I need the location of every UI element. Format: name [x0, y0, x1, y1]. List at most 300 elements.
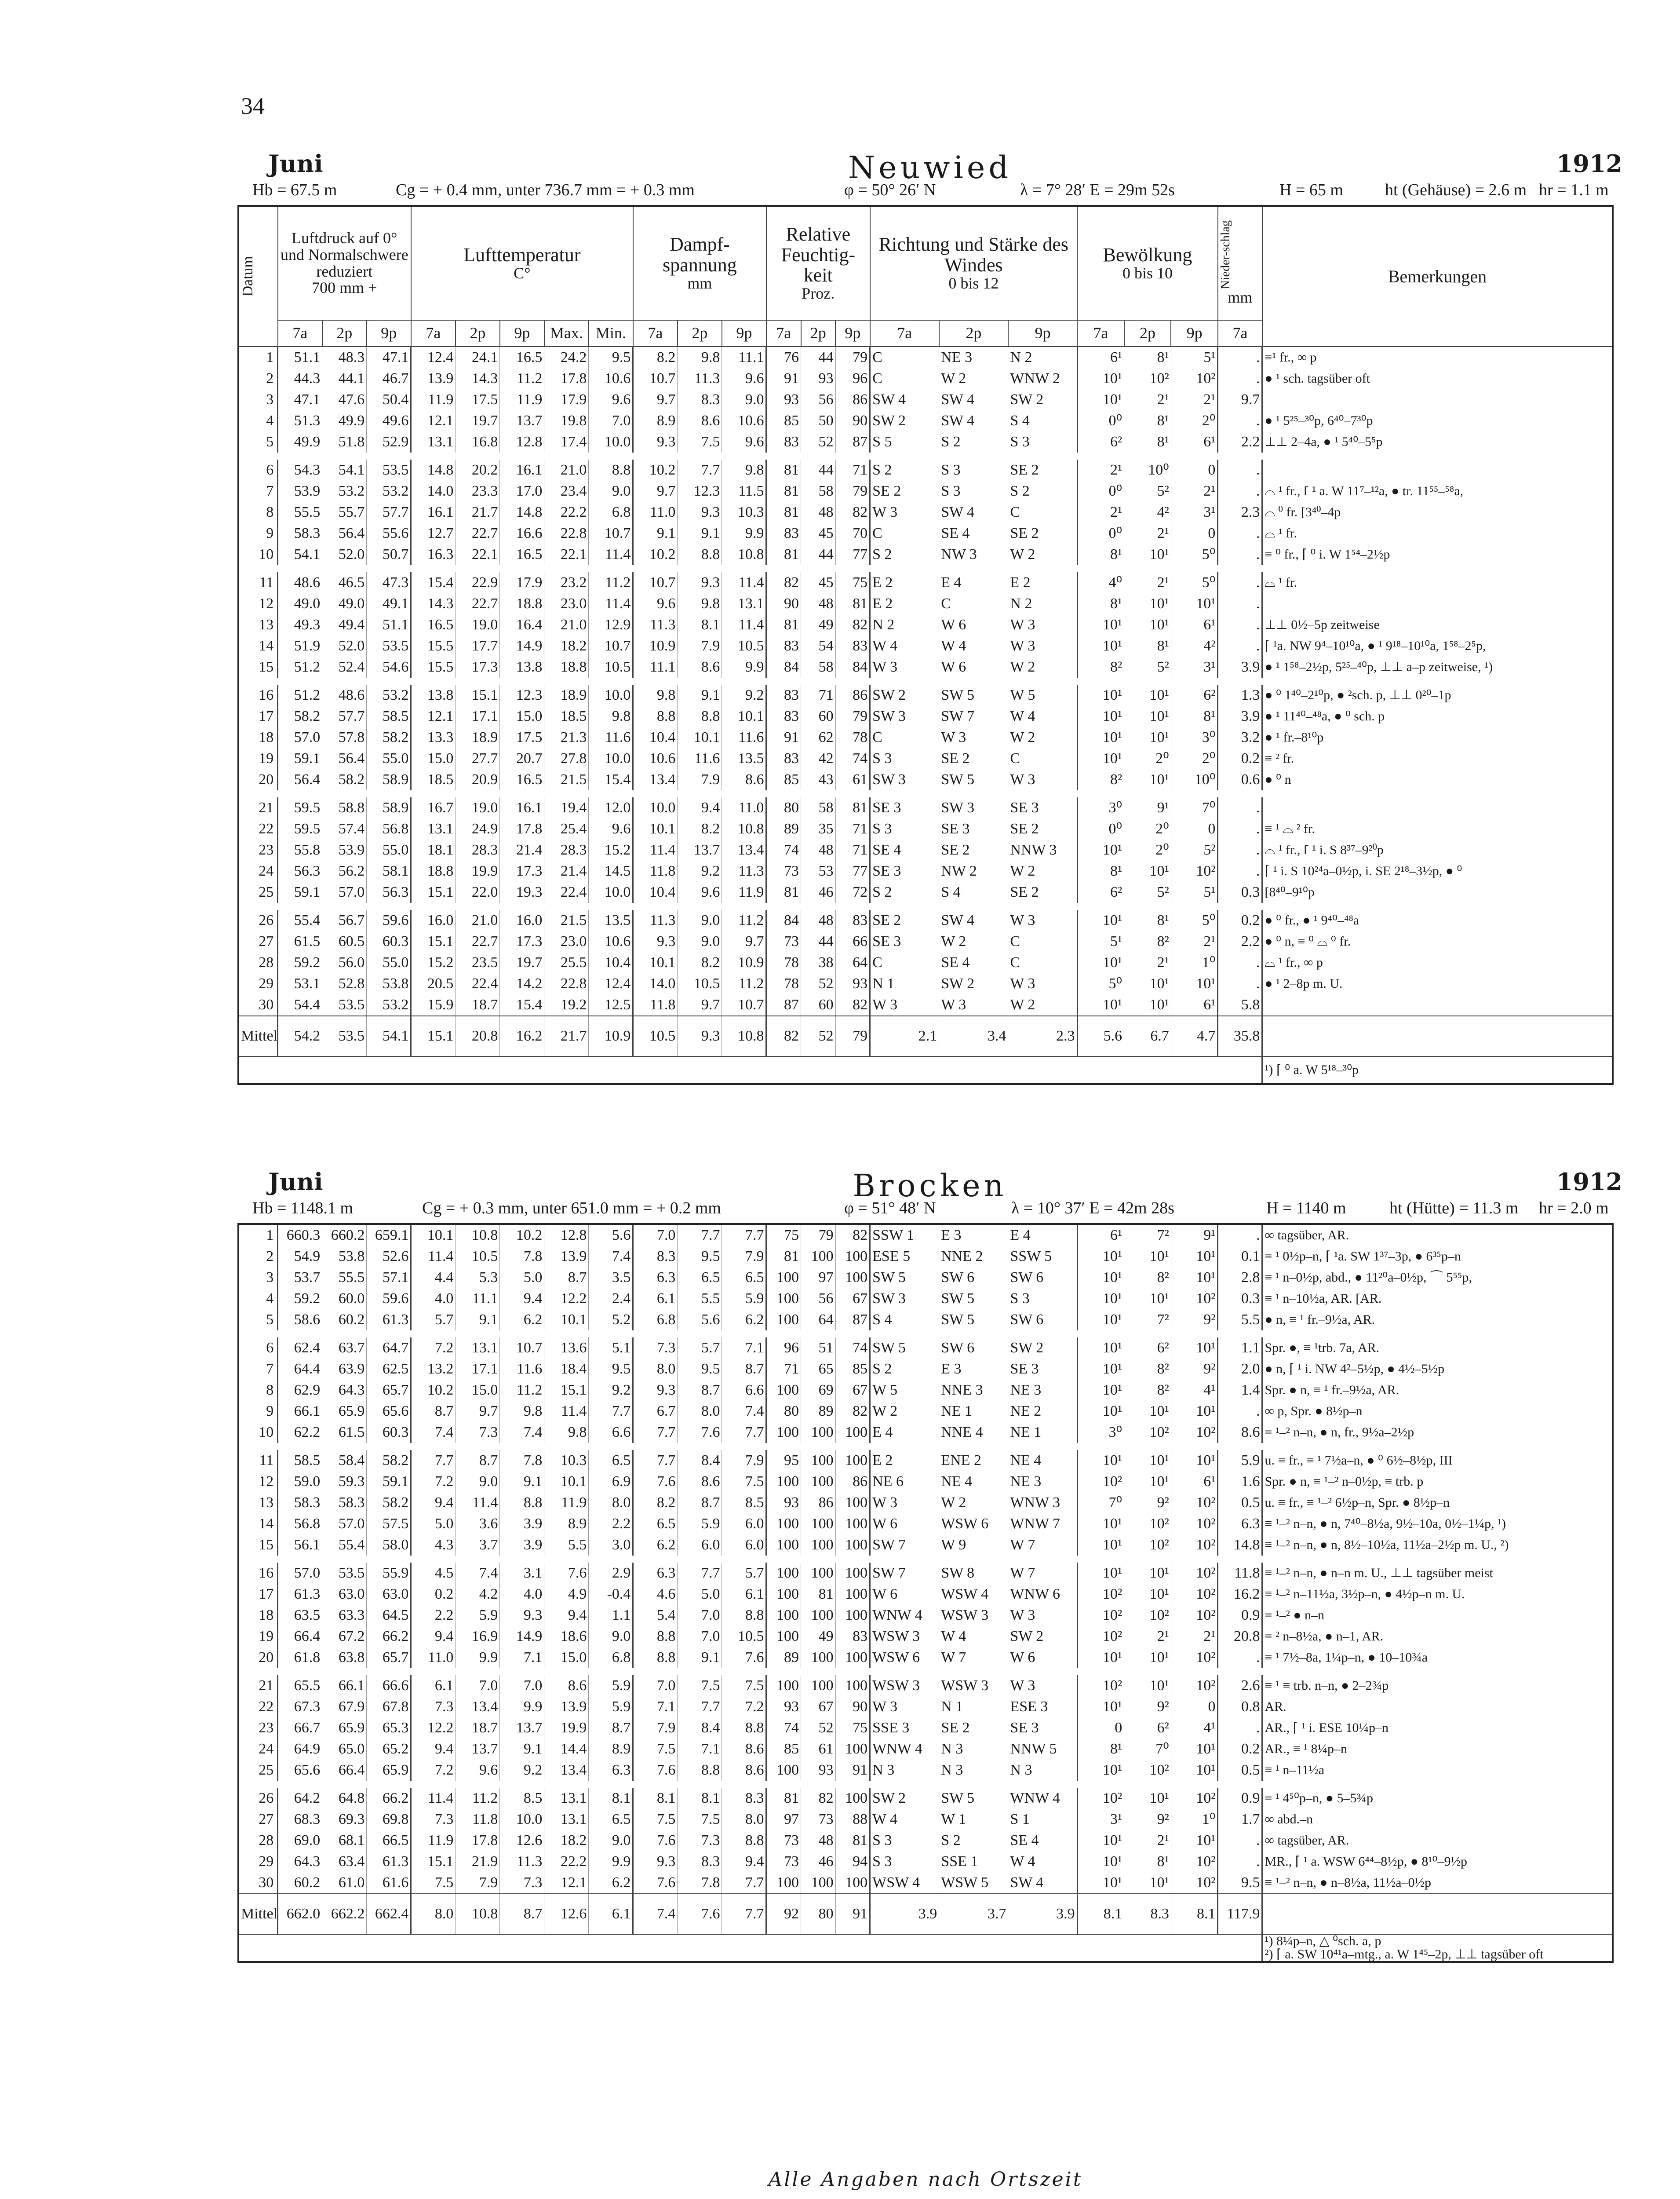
- table-cell: 18.2: [544, 1830, 589, 1851]
- table-row: [238, 706, 1613, 727]
- table-cell: 10¹: [1124, 727, 1171, 748]
- table-cell: W 3: [939, 727, 1008, 748]
- table-cell: 12.8: [500, 431, 544, 453]
- table-cell: C: [870, 368, 939, 389]
- table-cell: 11.4: [411, 1246, 456, 1267]
- table-cell: 10¹: [1171, 1830, 1218, 1851]
- table-cell: 15.4: [589, 769, 633, 790]
- table-cell: 3.6: [456, 1513, 500, 1534]
- table-cell: 8¹: [1124, 410, 1171, 431]
- table-cell: 55.4: [278, 910, 322, 931]
- table-cell: 22.7: [456, 931, 500, 952]
- table-cell: 22.8: [544, 973, 589, 994]
- table-cell: 3.0: [589, 1534, 633, 1556]
- table-cell: 7.6: [633, 1830, 678, 1851]
- table-cell: ≡ ² fr.: [1262, 748, 1613, 769]
- table-cell: .: [1218, 1851, 1262, 1872]
- table-cell: 53.2: [367, 481, 411, 502]
- table-cell: 13.5: [589, 910, 633, 931]
- table-cell: 10¹: [1077, 1337, 1124, 1359]
- table-cell: 5.1: [589, 1337, 633, 1359]
- table-cell: 8.8: [722, 1605, 766, 1626]
- table-cell: 20: [238, 1647, 278, 1668]
- table-cell: W 2: [870, 1401, 939, 1422]
- table-cell: 13.1: [411, 431, 456, 453]
- table-cell: 7.9: [678, 769, 722, 790]
- table-cell: ● ⁰ n, ≡ ⁰ ⌓ ⁰ fr.: [1262, 931, 1613, 952]
- table-cell: NNW 3: [1008, 840, 1077, 861]
- table-cell: 660.3: [278, 1224, 322, 1246]
- mean-cell: 10.8: [722, 1016, 766, 1056]
- table-cell: WNW 4: [870, 1739, 939, 1760]
- table-cell: 10¹: [1077, 1830, 1124, 1851]
- table-cell: 0.6: [1218, 769, 1262, 790]
- table-cell: 53.2: [322, 481, 367, 502]
- table-cell: 10²: [1124, 368, 1171, 389]
- table-cell: 58.9: [367, 797, 411, 818]
- table-cell: 45: [801, 523, 836, 544]
- table-cell: 10.7: [500, 1337, 544, 1359]
- table-cell: 8.6: [544, 1675, 589, 1696]
- table-cell: 11.4: [633, 840, 678, 861]
- table-row: [238, 1380, 1613, 1401]
- table-cell: 54.9: [278, 1246, 322, 1267]
- table-row: [238, 685, 1613, 706]
- table-cell: 54.1: [278, 544, 322, 565]
- table-cell: 10²: [1077, 1605, 1124, 1626]
- table-cell: .: [1218, 347, 1262, 368]
- table-cell: SE 2: [939, 840, 1008, 861]
- table-cell: 20: [238, 769, 278, 790]
- table-cell: C: [939, 593, 1008, 614]
- head-2p: 2p: [1124, 320, 1171, 347]
- table-cell: 52.6: [367, 1246, 411, 1267]
- table-cell: 62.5: [367, 1359, 411, 1380]
- table-cell: 9.9: [456, 1647, 500, 1668]
- table-cell: 14.2: [500, 973, 544, 994]
- table-cell: 13.8: [500, 657, 544, 678]
- table-cell: S 2: [870, 460, 939, 481]
- neuwied-meta-h: H = 65 m: [1279, 181, 1343, 199]
- table-cell: 0.8: [1218, 1696, 1262, 1717]
- table-row: [238, 410, 1613, 431]
- table-cell: 59.5: [278, 797, 322, 818]
- mean-cell: 54.1: [367, 1016, 411, 1056]
- table-cell: 11.2: [456, 1788, 500, 1809]
- table-cell: 23.5: [456, 952, 500, 973]
- table-cell: 65.7: [367, 1380, 411, 1401]
- table-cell: 42: [801, 748, 836, 769]
- table-cell: 7.0: [678, 1626, 722, 1647]
- table-cell: 7.1: [678, 1739, 722, 1760]
- table-cell: 5.9: [589, 1675, 633, 1696]
- table-cell: 51.1: [367, 614, 411, 636]
- table-row: [238, 1626, 1613, 1647]
- table-cell: 2¹: [1124, 952, 1171, 973]
- table-cell: 100: [835, 1513, 870, 1534]
- table-cell: 27.8: [544, 748, 589, 769]
- table-cell: SW 4: [939, 910, 1008, 931]
- table-cell: 100: [801, 1647, 836, 1668]
- table-cell: 9.0: [722, 389, 766, 410]
- table-cell: 57.4: [322, 818, 367, 840]
- table-cell: 8.7: [456, 1450, 500, 1471]
- head-9p: 9p: [722, 320, 766, 347]
- table-cell: 29: [238, 1851, 278, 1872]
- table-cell: 5.5: [1218, 1309, 1262, 1330]
- table-cell: SW 4: [870, 389, 939, 410]
- table-cell: ≡ ¹–² ● n–n: [1262, 1605, 1613, 1626]
- table-cell: 6.3: [633, 1563, 678, 1584]
- table-cell: 11.4: [456, 1492, 500, 1513]
- table-cell: 13: [238, 614, 278, 636]
- table-cell: 13.2: [411, 1359, 456, 1380]
- table-row: [238, 1851, 1613, 1872]
- table-cell: 12.4: [411, 347, 456, 368]
- table-cell: SW 6: [939, 1337, 1008, 1359]
- table-cell: 9¹: [1171, 1224, 1218, 1246]
- table-cell: 2⁰: [1171, 410, 1218, 431]
- table-cell: 13.9: [544, 1246, 589, 1267]
- table-row: [238, 1760, 1613, 1781]
- table-cell: 78: [766, 952, 801, 973]
- table-cell: 8¹: [1124, 910, 1171, 931]
- table-cell: 10.5: [589, 657, 633, 678]
- table-cell: E 2: [870, 1450, 939, 1471]
- table-cell: 1.7: [1218, 1809, 1262, 1830]
- table-cell: 15.1: [411, 882, 456, 903]
- table-cell: 9.2: [678, 861, 722, 882]
- table-cell: 65.5: [278, 1675, 322, 1696]
- table-cell: 66.7: [278, 1717, 322, 1739]
- table-cell: 9.8: [678, 593, 722, 614]
- table-cell: 2.4: [589, 1288, 633, 1309]
- table-cell: 8.8: [678, 1760, 722, 1781]
- table-cell: 81: [835, 797, 870, 818]
- table-cell: 67.9: [322, 1696, 367, 1717]
- table-cell: 7.7: [722, 1422, 766, 1443]
- table-cell: NNE 4: [939, 1422, 1008, 1443]
- table-cell: 66.4: [322, 1760, 367, 1781]
- table-cell: 19.3: [500, 882, 544, 903]
- mean-cell: 6.1: [589, 1894, 633, 1934]
- table-cell: E 4: [939, 572, 1008, 593]
- table-cell: 25.4: [544, 818, 589, 840]
- table-cell: 6.3: [633, 1267, 678, 1288]
- table-cell: C: [870, 952, 939, 973]
- table-cell: ● ⁰ 1⁴⁰–2¹⁰p, ● ²sch. p, ⊥⊥ 0²⁰–1p: [1262, 685, 1613, 706]
- table-cell: 58.3: [278, 523, 322, 544]
- table-cell: 100: [835, 1605, 870, 1626]
- table-cell: 47.1: [367, 347, 411, 368]
- table-cell: 9¹: [1124, 797, 1171, 818]
- table-cell: N 2: [870, 614, 939, 636]
- table-cell: 2¹: [1124, 1626, 1171, 1647]
- mean-cell: 16.2: [500, 1016, 544, 1056]
- table-cell: 10⁰: [1124, 460, 1171, 481]
- table-cell: 21: [238, 797, 278, 818]
- table-cell: 16.0: [411, 910, 456, 931]
- table-cell: 17.5: [456, 389, 500, 410]
- table-cell: 10.3: [722, 502, 766, 523]
- table-cell: 7.1: [500, 1647, 544, 1668]
- table-cell: SW 2: [870, 685, 939, 706]
- table-cell: 21.9: [456, 1851, 500, 1872]
- table-cell: 64: [835, 952, 870, 973]
- table-cell: 10¹: [1124, 1471, 1171, 1492]
- table-cell: 51.2: [278, 657, 322, 678]
- table-cell: 67: [835, 1288, 870, 1309]
- table-cell: 10¹: [1077, 1267, 1124, 1288]
- table-cell: 23: [238, 1717, 278, 1739]
- table-cell: 30: [238, 994, 278, 1016]
- table-cell: 66.5: [367, 1830, 411, 1851]
- table-cell: 19.8: [544, 410, 589, 431]
- mean-cell: 53.5: [322, 1016, 367, 1056]
- table-cell: 8.2: [633, 1492, 678, 1513]
- table-cell: 9.3: [633, 431, 678, 453]
- head-2p: 2p: [456, 320, 500, 347]
- table-cell: W 2: [1008, 544, 1077, 565]
- table-cell: W 7: [939, 1647, 1008, 1668]
- table-cell: 8.6: [678, 410, 722, 431]
- table-cell: 6¹: [1171, 431, 1218, 453]
- table-cell: 11.4: [589, 544, 633, 565]
- table-cell: ⌓ ¹ fr., ⌈ ¹ i. S 8³⁷–9²⁰p: [1262, 840, 1613, 861]
- table-row: [238, 1675, 1613, 1696]
- table-cell: 11.9: [544, 1492, 589, 1513]
- table-cell: 8.2: [633, 347, 678, 368]
- table-cell: 16.5: [500, 347, 544, 368]
- table-row: [238, 347, 1613, 368]
- table-cell: 81: [801, 1584, 836, 1605]
- table-cell: 3: [238, 1267, 278, 1288]
- table-cell: 64.2: [278, 1788, 322, 1809]
- table-cell: 10¹: [1124, 1401, 1171, 1422]
- table-cell: 10.9: [633, 636, 678, 657]
- table-cell: 46.7: [367, 368, 411, 389]
- table-cell: 7.7: [411, 1450, 456, 1471]
- table-cell: 10.8: [456, 1224, 500, 1246]
- table-cell: 1⁰: [1171, 1809, 1218, 1830]
- table-cell: 70: [835, 523, 870, 544]
- table-cell: 5²: [1124, 481, 1171, 502]
- table-cell: 44: [801, 460, 836, 481]
- table-cell: 10¹: [1124, 973, 1171, 994]
- table-cell: 57.0: [278, 1563, 322, 1584]
- table-cell: 8.6: [722, 1739, 766, 1760]
- head-7a: 7a: [633, 320, 678, 347]
- table-cell: 10²: [1171, 1288, 1218, 1309]
- table-cell: ⌓ ¹ fr., ∞ p: [1262, 952, 1613, 973]
- table-cell: 89: [801, 1401, 836, 1422]
- table-cell: 13.5: [722, 748, 766, 769]
- table-cell: 9.5: [1218, 1872, 1262, 1894]
- table-cell: 60.3: [367, 931, 411, 952]
- neuwied-station-title: Neuwied: [848, 150, 1012, 186]
- table-cell: 100: [766, 1605, 801, 1626]
- table-cell: 65.9: [367, 1760, 411, 1781]
- table-cell: 61.0: [322, 1872, 367, 1894]
- table-cell: 97: [801, 1267, 836, 1288]
- page-number: 34: [241, 93, 265, 119]
- table-cell: 83: [835, 910, 870, 931]
- table-cell: .: [1218, 410, 1262, 431]
- table-cell: 56.4: [322, 748, 367, 769]
- table-cell: 2.2: [1218, 431, 1262, 453]
- table-cell: 12.6: [500, 1830, 544, 1851]
- table-cell: 28: [238, 1830, 278, 1851]
- table-cell: 11.5: [722, 481, 766, 502]
- table-cell: 9.1: [633, 523, 678, 544]
- table-cell: 10¹: [1124, 1872, 1171, 1894]
- table-cell: WSW 3: [870, 1675, 939, 1696]
- table-cell: 5: [238, 1309, 278, 1330]
- table-cell: .: [1218, 460, 1262, 481]
- table-cell: 10¹: [1077, 1696, 1124, 1717]
- head-dampfspannung: Dampf-spannung: [663, 234, 737, 276]
- footnote-2: ²) ⌈ a. SW 10⁴¹a–mtg., a. W 1⁴⁵–2p, ⊥⊥ tagsüber oft: [1265, 1947, 1544, 1962]
- table-cell: 7.9: [722, 1246, 766, 1267]
- table-cell: 100: [766, 1760, 801, 1781]
- mean-cell: 7.4: [633, 1894, 678, 1934]
- table-cell: 7.0: [500, 1675, 544, 1696]
- table-cell: 12.5: [589, 994, 633, 1016]
- table-cell: 11.4: [589, 593, 633, 614]
- table-cell: 7.0: [678, 1605, 722, 1626]
- table-cell: 10¹: [1077, 910, 1124, 931]
- table-cell: 47.3: [367, 572, 411, 593]
- table-cell: C: [1008, 931, 1077, 952]
- table-cell: 10¹: [1077, 727, 1124, 748]
- table-cell: 10.0: [589, 882, 633, 903]
- table-cell: 8¹: [1077, 1739, 1124, 1760]
- table-cell: 9.9: [722, 523, 766, 544]
- table-cell: W 7: [1008, 1563, 1077, 1584]
- table-cell: 14.8: [411, 460, 456, 481]
- table-cell: 4¹: [1171, 1380, 1218, 1401]
- table-cell: 84: [766, 657, 801, 678]
- table-cell: 8¹: [1124, 347, 1171, 368]
- table-cell: ≡ ¹ ≡ trb. n–n, ● 2–2¾p: [1262, 1675, 1613, 1696]
- table-cell: NW 2: [939, 861, 1008, 882]
- table-cell: 6.1: [411, 1675, 456, 1696]
- table-cell: 59.5: [278, 818, 322, 840]
- table-cell: 10²: [1171, 1534, 1218, 1556]
- table-cell: 82: [835, 1224, 870, 1246]
- table-cell: 7.3: [411, 1809, 456, 1830]
- table-cell: 10.1: [411, 1224, 456, 1246]
- table-cell: 100: [835, 1492, 870, 1513]
- table-cell: SE 4: [1008, 1830, 1077, 1851]
- table-cell: 48: [801, 1830, 836, 1851]
- mean-cell: 3.9: [870, 1894, 939, 1934]
- brocken-meta-hb: Hb = 1148.1 m: [252, 1199, 353, 1217]
- table-cell: 58.4: [322, 1450, 367, 1471]
- table-cell: 13.1: [544, 1788, 589, 1809]
- table-cell: SW 2: [1008, 389, 1077, 410]
- table-cell: W 4: [1008, 706, 1077, 727]
- table-cell: 73: [766, 931, 801, 952]
- table-cell: ≡¹ fr., ∞ p: [1262, 347, 1613, 368]
- table-cell: 53.9: [322, 840, 367, 861]
- table-cell: 100: [835, 1563, 870, 1584]
- table-cell: 9.8: [500, 1401, 544, 1422]
- table-cell: 7.7: [589, 1401, 633, 1422]
- table-cell: 84: [766, 910, 801, 931]
- table-cell: 49: [801, 614, 836, 636]
- table-cell: WSW 3: [939, 1675, 1008, 1696]
- table-cell: 53.9: [278, 481, 322, 502]
- head-luftdruck-unit: 700 mm +: [312, 279, 377, 297]
- table-cell: 55.9: [367, 1563, 411, 1584]
- table-cell: 61.8: [278, 1647, 322, 1668]
- table-cell: 87: [766, 994, 801, 1016]
- table-cell: 10.5: [456, 1246, 500, 1267]
- table-cell: SW 3: [870, 706, 939, 727]
- table-cell: 49.9: [322, 410, 367, 431]
- table-cell: 57.0: [322, 1513, 367, 1534]
- head-niederschlag: Nieder-schlag: [1218, 220, 1232, 289]
- table-cell: 75: [835, 572, 870, 593]
- table-cell: 35: [801, 818, 836, 840]
- table-cell: 56.3: [367, 882, 411, 903]
- table-cell: NNE 3: [939, 1380, 1008, 1401]
- table-cell: WSW 3: [939, 1605, 1008, 1626]
- neuwied-metadata: [237, 180, 1622, 205]
- mean-row: [238, 1016, 1613, 1056]
- table-cell: 79: [835, 706, 870, 727]
- table-cell: 9: [238, 523, 278, 544]
- table-cell: 61.3: [367, 1309, 411, 1330]
- table-cell: S 1: [1008, 1809, 1077, 1830]
- table-cell: 4.9: [544, 1584, 589, 1605]
- table-cell: ≡ ¹–² n–11½a, 3½p–n, ● 4½p–n m. U.: [1262, 1584, 1613, 1605]
- table-cell: 75: [766, 1224, 801, 1246]
- table-cell: 11.2: [500, 1380, 544, 1401]
- table-cell: 53.2: [367, 685, 411, 706]
- table-cell: 6.0: [722, 1513, 766, 1534]
- head-min: Min.: [589, 320, 633, 347]
- table-cell: 57.8: [322, 727, 367, 748]
- table-cell: 9.2: [500, 1760, 544, 1781]
- mean-cell: 3.4: [939, 1016, 1008, 1056]
- table-cell: 16.5: [500, 544, 544, 565]
- table-cell: 16.3: [411, 544, 456, 565]
- table-cell: 66: [835, 931, 870, 952]
- table-cell: 10¹: [1077, 1246, 1124, 1267]
- table-cell: 7.8: [500, 1246, 544, 1267]
- table-cell: 15.1: [544, 1380, 589, 1401]
- table-cell: E 2: [870, 593, 939, 614]
- table-cell: 9.7: [456, 1401, 500, 1422]
- table-cell: 16.1: [500, 460, 544, 481]
- table-cell: 10²: [1171, 1563, 1218, 1584]
- table-cell: S 3: [939, 481, 1008, 502]
- table-cell: 5.0: [411, 1513, 456, 1534]
- table-cell: 17.8: [544, 368, 589, 389]
- table-cell: 6²: [1077, 882, 1124, 903]
- table-cell: 10²: [1171, 1872, 1218, 1894]
- brocken-table-body: [238, 1224, 1613, 1962]
- table-row: [238, 1401, 1613, 1422]
- table-cell: 5.9: [722, 1288, 766, 1309]
- table-cell: 7.4: [589, 1246, 633, 1267]
- table-cell: 10.1: [633, 952, 678, 973]
- table-cell: 16: [238, 1563, 278, 1584]
- table-cell: 10²: [1077, 1584, 1124, 1605]
- neuwied-meta-cg: Cg = + 0.4 mm, unter 736.7 mm = + 0.3 mm: [396, 181, 695, 199]
